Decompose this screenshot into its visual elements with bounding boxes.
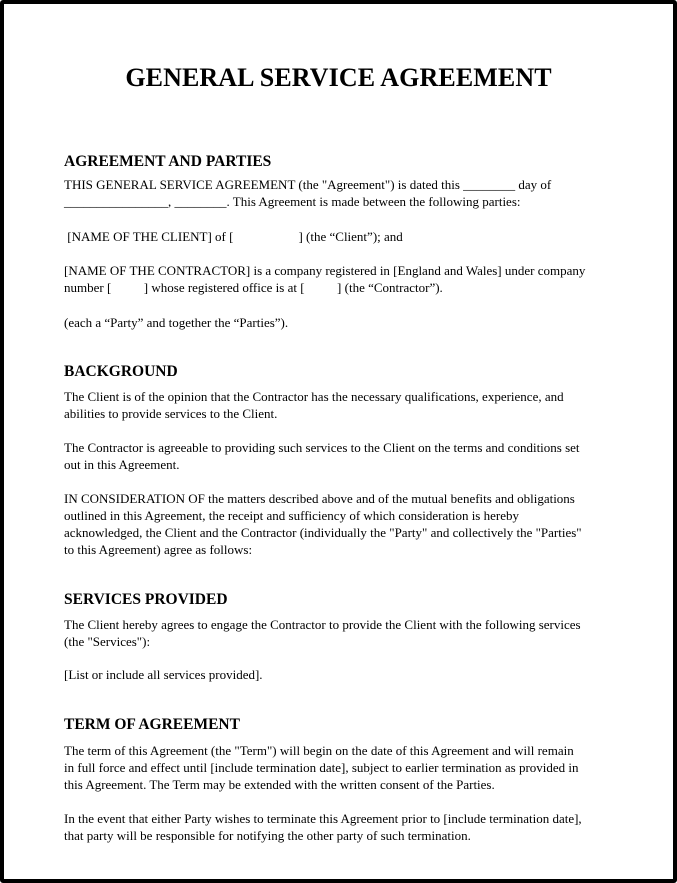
paragraph-services-list xyxy=(64,666,624,683)
text-line: [NAME OF THE CONTRACTOR] is a company registered in [England and Wales] under company xyxy=(64,263,586,278)
paragraph-term xyxy=(64,742,624,793)
text-line: THIS GENERAL SERVICE AGREEMENT (the "Agreement") is dated this ________ day of xyxy=(64,177,552,192)
text-line: (each a “Party” and together the “Parties”). xyxy=(64,315,289,330)
text-line: acknowledged, the Client and the Contractor (individually the "Party" and collectively the "Parties" xyxy=(64,525,582,540)
text-line: The Contractor is agreeable to providing such services to the Client on the terms and conditions set xyxy=(64,440,580,455)
document-title: GENERAL SERVICE AGREEMENT xyxy=(125,63,552,92)
paragraph-background-1 xyxy=(64,388,624,422)
paragraph-parties-definition xyxy=(64,314,624,331)
text-line: abilities to provide services to the Client. xyxy=(64,406,278,421)
text-line: (the "Services"): xyxy=(64,634,151,649)
text-line: number [ ] whose registered office is at [ ] (the “Contractor”). xyxy=(64,280,443,295)
paragraph-early-termination xyxy=(64,810,624,844)
text-line: ________________, ________. This Agreement is made between the following parties: xyxy=(64,194,521,209)
text-line: The Client hereby agrees to engage the Contractor to provide the Client with the following services xyxy=(64,617,581,632)
section-heading-agreement-and-parties: AGREEMENT AND PARTIES xyxy=(64,153,272,170)
text-line: [List or include all services provided]. xyxy=(64,667,263,682)
text-line: The Client is of the opinion that the Contractor has the necessary qualifications, experience, and xyxy=(64,389,564,404)
paragraph-contractor-party xyxy=(64,262,624,296)
text-line: outlined in this Agreement, the receipt and sufficiency of which consideration is hereby xyxy=(64,508,519,523)
section-heading-term-of-agreement: TERM OF AGREEMENT xyxy=(64,716,240,733)
text-line: [NAME OF THE CLIENT] of [ ] (the “Client”); and xyxy=(64,229,403,244)
paragraph-agreement-date xyxy=(64,176,624,210)
paragraph-client-party xyxy=(64,228,624,245)
section-heading-services-provided: SERVICES PROVIDED xyxy=(64,591,228,608)
paragraph-consideration xyxy=(64,490,624,558)
text-line: In the event that either Party wishes to terminate this Agreement prior to [include termination date], xyxy=(64,811,582,826)
text-line: IN CONSIDERATION OF the matters described above and of the mutual benefits and obligations xyxy=(64,491,575,506)
text-line: The term of this Agreement (the "Term") will begin on the date of this Agreement and will remain xyxy=(64,743,574,758)
text-line: that party will be responsible for notifying the other party of such termination. xyxy=(64,828,471,843)
section-heading-background: BACKGROUND xyxy=(64,363,178,380)
text-line: in full force and effect until [include termination date], subject to earlier termination as provided in xyxy=(64,760,579,775)
paragraph-services-engagement xyxy=(64,616,624,650)
text-line: to this Agreement) agree as follows: xyxy=(64,542,253,557)
text-line: out in this Agreement. xyxy=(64,457,180,472)
paragraph-background-2 xyxy=(64,439,624,473)
text-line: this Agreement. The Term may be extended with the written consent of the Parties. xyxy=(64,777,495,792)
